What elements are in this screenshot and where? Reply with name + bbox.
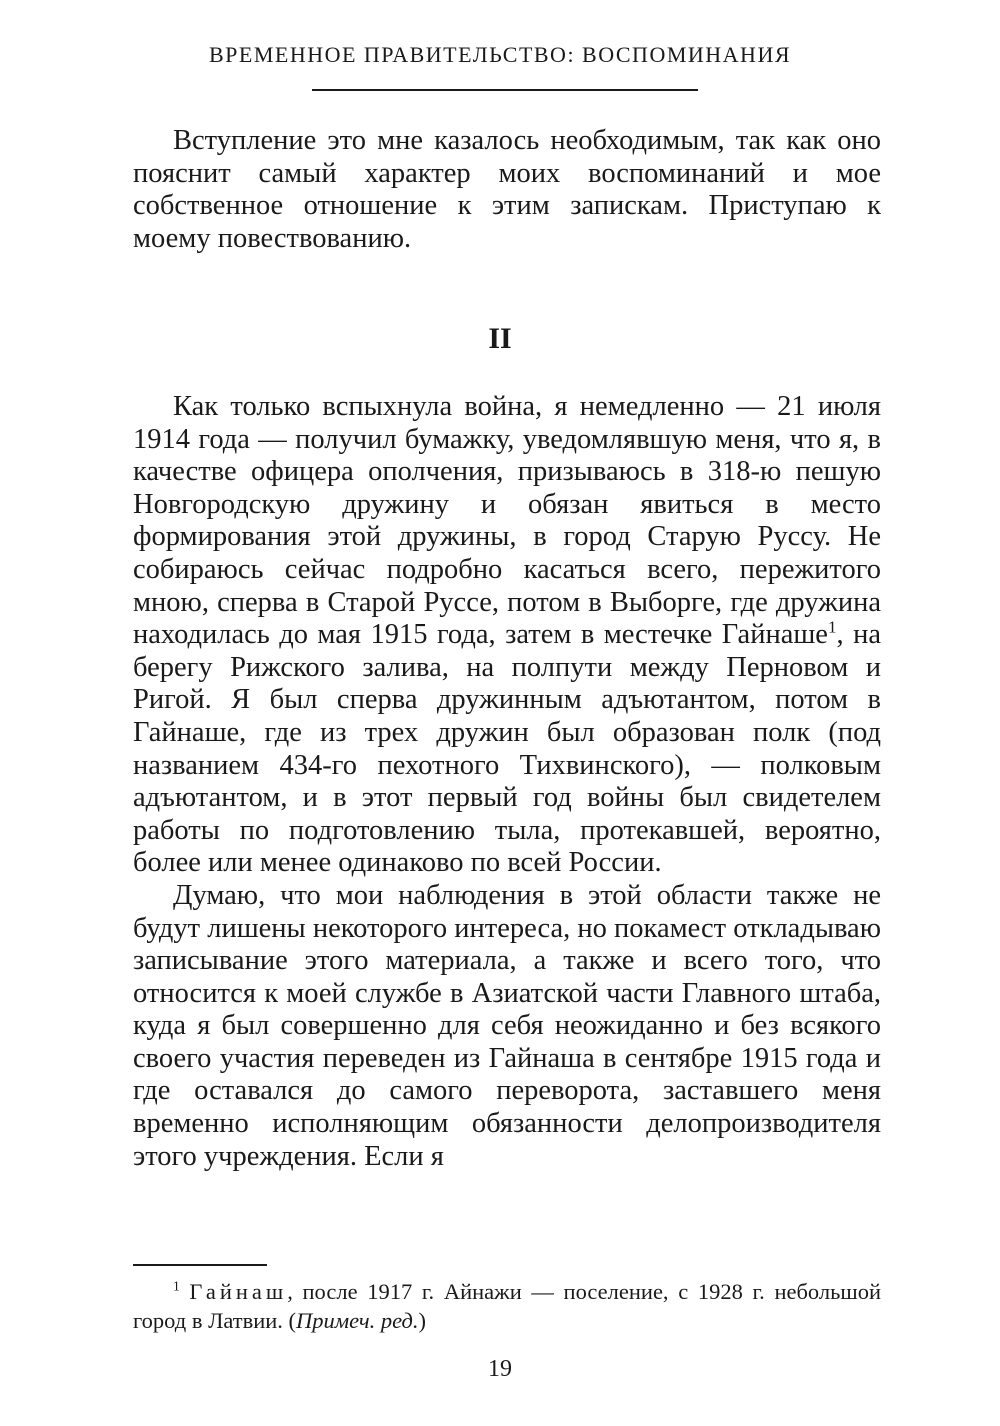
footnote [133, 1277, 881, 1335]
footnote-text: , после 1917 г. Айнажи — поселение, с 1928 г. небольшой город в Латвии. ( [133, 1279, 881, 1333]
paragraph-2: Думаю, что мои наблюдения в этой области также не будут лишены некоторого интереса, но покамест откладываю записывание этого материала, а также и всего того, что относится к моей службе в Азиатской части Главного штаба, куда я был совершенно для себя неожиданно и без всякого своего участия переведен из Гайнаша в сентябре 1915 года и где оставался до самого переворота, заставшего меня временно исполняющим обязанности делопроизводителя этого учреждения. Если я [133, 879, 881, 1172]
footnote-rule [133, 1264, 267, 1266]
page-number: 19 [488, 1356, 512, 1382]
footnote-reference: 1 [827, 617, 837, 637]
paragraph-1-part-b: , на берегу Рижского залива, на полпути между Перновом и Ригой. Я был сперва дружинным адъютантом, потом в Гайнаше, где из трех дружин был образован полк (под названием 434-го пехотного Тихвинского), — полковым адъютантом, и в этот первый год войны был свидетелем работы по подготовлению тыла, протекавшей, вероятно, более или менее одинаково по всей России. [133, 619, 882, 879]
footnote-close: ) [418, 1308, 427, 1333]
main-text-block [133, 391, 881, 1173]
footnote-editor-note: Примеч. ред. [296, 1308, 419, 1333]
running-title: ВРЕМЕННОЕ ПРАВИТЕЛЬСТВО: ВОСПОМИНАНИЯ [208, 42, 792, 67]
intro-text-block [133, 125, 881, 255]
header-rule [312, 89, 698, 91]
paragraph-1 [133, 391, 881, 880]
footnote-term: Гайнаш [189, 1279, 288, 1304]
paragraph-1-part-a: Как только вспыхнула война, я немедленно — 21 июля 1914 года — получил бумажку, уведомлявшую меня, что я, в качестве офицера ополчения, призываюсь в 318-ю пешую Новгородскую дружину и обязан явиться в место формирования этой дружины, в город Старую Руссу. Не собираюсь сейчас подробно касаться всего, пережитого мною, сперва в Старой Руссе, потом в Выборге, где дружина находилась до мая 1915 года, затем в местечке Гайнаше [133, 391, 881, 651]
footnote-marker: 1 [173, 1278, 180, 1294]
intro-paragraph: Вступление это мне казалось необходимым, так как оно пояснит самый характер моих воспоминаний и мое собственное отношение к этим запискам. Приступаю к моему повествованию. [133, 125, 881, 254]
section-heading: II [488, 322, 512, 355]
